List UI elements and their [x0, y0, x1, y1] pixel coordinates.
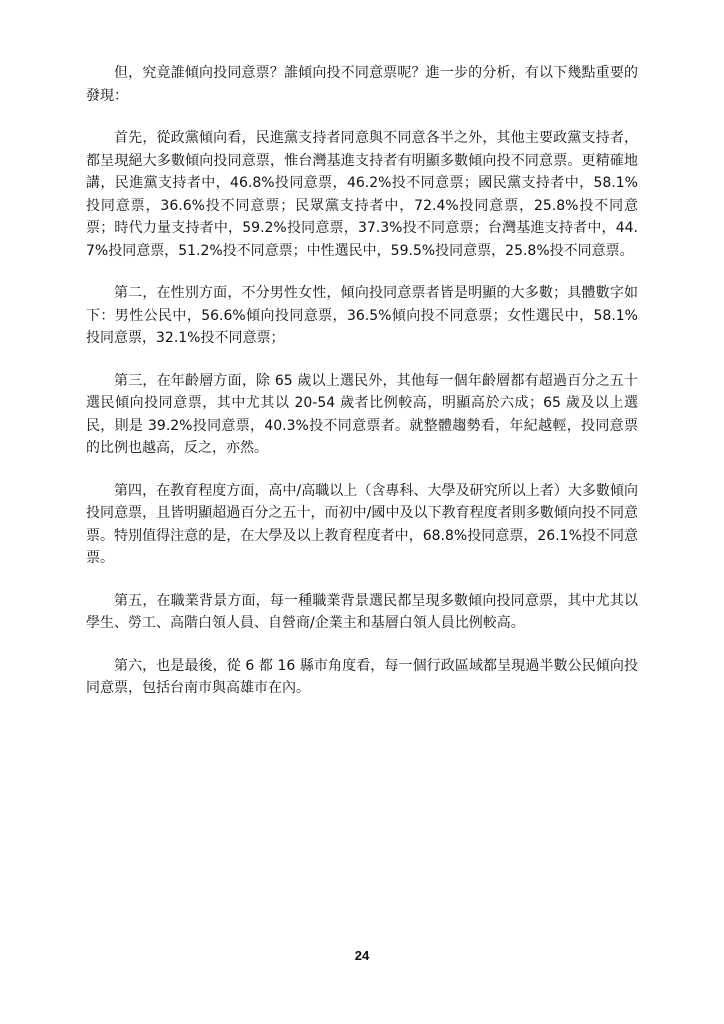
paragraph-gender: 第二，在性別方面，不分男性女性，傾向投同意票者皆是明顯的大多數；具體數字如下：男性公民中，56.6%傾向投同意票，36.5%傾向投不同意票；女性選民中，58.1%投同意票，32.1%投不同意票； [86, 285, 638, 346]
document-body [86, 62, 638, 720]
paragraph-age: 第三，在年齡層方面，除 65 歲以上選民外，其他每一個年齡層都有超過百分之五十選民傾向投同意票，其中尤其以 20-54 歲者比例較高，明顯高於六成；65 歲及以上選民，則是 39.2%投同意票，40.3%投不同意票者。就整體趨勢看，年紀越輕，投同意票的比例也越高，反之，亦然。 [86, 372, 638, 456]
paragraph-region: 第六，也是最後，從 6 都 16 縣市角度看，每一個行政區域都呈現過半數公民傾向投同意票，包括台南市與高雄市在內。 [86, 657, 638, 696]
paragraph-party: 首先，從政黨傾向看，民進黨支持者同意與不同意各半之外，其他主要政黨支持者，都呈現絕大多數傾向投同意票，惟台灣基進支持者有明顯多數傾向投不同意票。更精確地講，民進黨支持者中，46.8%投同意票，46.2%投不同意票；國民黨支持者中，58.1%投同意票，36.6%投不同意票；民眾黨支持者中，72.4%投同意票，25.8%投不同意票；時代力量支持者中，59.2%投同意票，37.3%投不同意票；台灣基進支持者中，44.7%投同意票，51.2%投不同意票；中性選民中，59.5%投同意票，25.8%投不同意票。 [86, 130, 638, 259]
paragraph-education: 第四，在教育程度方面，高中/高職以上（含專科、大學及研究所以上者）大多數傾向投同意票，且皆明顯超過百分之五十，而初中/國中及以下教育程度者則多數傾向投不同意票。特別值得注意的是，在大學及以上教育程度者中，68.8%投同意票，26.1%投不同意票。 [86, 482, 638, 566]
page-number: 24 [354, 948, 370, 963]
paragraph-intro: 但，究竟誰傾向投同意票？誰傾向投不同意票呢？進一步的分析，有以下幾點重要的發現： [86, 65, 638, 104]
paragraph-occupation: 第五，在職業背景方面，每一種職業背景選民都呈現多數傾向投同意票，其中尤其以學生、勞工、高階白領人員、自營商/企業主和基層白領人員比例較高。 [86, 592, 638, 631]
